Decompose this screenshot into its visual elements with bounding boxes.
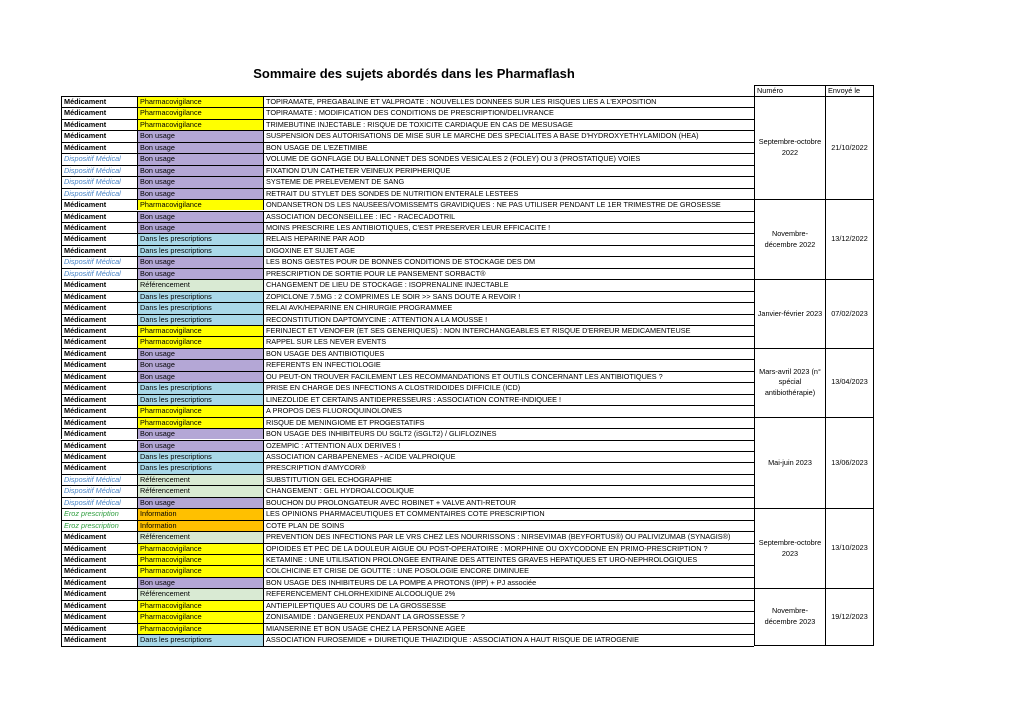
row-category: Médicament — [61, 302, 137, 313]
row-subcategory: Pharmacovigilance — [137, 623, 263, 634]
row-category: Médicament — [61, 222, 137, 233]
row-category: Médicament — [61, 600, 137, 611]
row-subcategory: Bon usage — [137, 222, 263, 233]
row-subcategory: Pharmacovigilance — [137, 405, 263, 416]
row-subcategory: Pharmacovigilance — [137, 600, 263, 611]
row-subcategory: Pharmacovigilance — [137, 611, 263, 622]
issue-date: 13/10/2023 — [825, 508, 874, 588]
row-category: Médicament — [61, 130, 137, 141]
row-subcategory: Dans les prescriptions — [137, 314, 263, 325]
row-topic: PRESCRIPTION DE SORTIE POUR LE PANSEMENT SORBACT® — [263, 268, 754, 279]
row-subcategory: Dans les prescriptions — [137, 245, 263, 256]
row-topic: ASSOCIATION CARBAPENEMES - ACIDE VALPROIQUE — [263, 451, 754, 462]
row-subcategory: Bon usage — [137, 165, 263, 176]
row-category: Médicament — [61, 565, 137, 576]
issue-date: 13/06/2023 — [825, 417, 874, 509]
row-topic: MOINS PRESCRIRE LES ANTIBIOTIQUES, C'EST PRESERVER LEUR EFFICACITE ! — [263, 222, 754, 233]
row-category: Médicament — [61, 142, 137, 153]
row-category: Médicament — [61, 543, 137, 554]
row-category: Médicament — [61, 462, 137, 473]
row-subcategory: Pharmacovigilance — [137, 119, 263, 130]
row-category: Médicament — [61, 314, 137, 325]
row-category: Médicament — [61, 440, 137, 451]
row-category: Médicament — [61, 417, 137, 428]
row-subcategory: Bon usage — [137, 359, 263, 370]
row-category: Dispositif Médical — [61, 188, 137, 199]
table-bottom-border — [61, 646, 754, 647]
row-category: Médicament — [61, 96, 137, 107]
row-category: Médicament — [61, 199, 137, 210]
column-header-numero: Numéro — [754, 85, 825, 96]
row-topic: ANTIEPILEPTIQUES AU COURS DE LA GROSSESSE — [263, 600, 754, 611]
row-topic: TRIMEBUTINE INJECTABLE : RISQUE DE TOXICITE CARDIAQUE EN CAS DE MESUSAGE — [263, 119, 754, 130]
row-subcategory: Dans les prescriptions — [137, 451, 263, 462]
row-category: Médicament — [61, 623, 137, 634]
row-topic: FERINJECT ET VENOFER (ET SES GENERIQUES) : NON INTERCHANGEABLES ET RISQUE D'ERREUR MEDICAMENTEUSE — [263, 325, 754, 336]
row-category: Médicament — [61, 531, 137, 542]
row-subcategory: Bon usage — [137, 256, 263, 267]
row-category: Médicament — [61, 336, 137, 347]
row-category: Médicament — [61, 291, 137, 302]
row-topic: PRESCRIPTION d'AMYCOR® — [263, 462, 754, 473]
row-subcategory: Dans les prescriptions — [137, 302, 263, 313]
page-title: Sommaire des sujets abordés dans les Pharmaflash — [253, 66, 575, 81]
issue-numero: Novembre-décembre 2022 — [754, 199, 825, 279]
row-category: Médicament — [61, 359, 137, 370]
row-subcategory: Pharmacovigilance — [137, 417, 263, 428]
row-subcategory: Référencement — [137, 474, 263, 485]
row-topic: SUSPENSION DES AUTORISATIONS DE MISE SUR LE MARCHE DES SPECIALITES A BASE D'HYDROXYETHYLAMIDON (HEA) — [263, 130, 754, 141]
row-subcategory: Bon usage — [137, 153, 263, 164]
issue-numero: Janvier-février 2023 — [754, 279, 825, 348]
row-topic: LINEZOLIDE ET CERTAINS ANTIDEPRESSEURS : ASSOCIATION CONTRE-INDIQUEE ! — [263, 394, 754, 405]
row-subcategory: Pharmacovigilance — [137, 325, 263, 336]
row-category: Médicament — [61, 233, 137, 244]
row-category: Médicament — [61, 371, 137, 382]
row-topic: TOPIRAMATE, PREGABALINE ET VALPROATE : NOUVELLES DONNEES SUR LES RISQUES LIES A L'EXPOSITION — [263, 96, 754, 107]
row-topic: RAPPEL SUR LES NEVER EVENTS — [263, 336, 754, 347]
row-topic: DIGOXINE ET SUJET AGE — [263, 245, 754, 256]
row-topic: MIANSERINE ET BON USAGE CHEZ LA PERSONNE AGEE — [263, 623, 754, 634]
row-category: Médicament — [61, 245, 137, 256]
row-subcategory: Dans les prescriptions — [137, 291, 263, 302]
row-subcategory: Bon usage — [137, 130, 263, 141]
row-category: Eroz prescription — [61, 508, 137, 519]
row-category: Médicament — [61, 428, 137, 439]
row-topic: RECONSTITUTION DAPTOMYCINE : ATTENTION A LA MOUSSE ! — [263, 314, 754, 325]
row-category: Médicament — [61, 119, 137, 130]
row-category: Médicament — [61, 325, 137, 336]
issue-date: 13/12/2022 — [825, 199, 874, 279]
issue-date: 19/12/2023 — [825, 588, 874, 645]
row-topic: ASSOCIATION DECONSEILLEE : IEC - RACECADOTRIL — [263, 211, 754, 222]
row-subcategory: Référencement — [137, 588, 263, 599]
row-topic: SUBSTITUTION GEL ECHOGRAPHIE — [263, 474, 754, 485]
row-topic: OZEMPIC : ATTENTION AUX DERIVES ! — [263, 440, 754, 451]
row-subcategory: Information — [137, 520, 263, 531]
summary-table — [61, 85, 874, 653]
row-topic: COLCHICINE ET CRISE DE GOUTTE : UNE POSOLOGIE ENCORE DIMINUEE — [263, 565, 754, 576]
row-category: Médicament — [61, 382, 137, 393]
issue-numero: Septembre-octobre 2023 — [754, 508, 825, 588]
row-subcategory: Bon usage — [137, 497, 263, 508]
row-subcategory: Bon usage — [137, 440, 263, 451]
row-topic: LES OPINIONS PHARMACEUTIQUES ET COMMENTAIRES COTE PRESCRIPTION — [263, 508, 754, 519]
row-subcategory: Pharmacovigilance — [137, 565, 263, 576]
row-topic: OU PEUT-ON TROUVER FACILEMENT LES RECOMMANDATIONS ET OUTILS CONCERNANT LES ANTIBIOTIQUES ? — [263, 371, 754, 382]
row-category: Dispositif Médical — [61, 153, 137, 164]
row-subcategory: Pharmacovigilance — [137, 543, 263, 554]
row-subcategory: Pharmacovigilance — [137, 554, 263, 565]
row-category: Dispositif Médical — [61, 176, 137, 187]
row-category: Médicament — [61, 279, 137, 290]
row-subcategory: Information — [137, 508, 263, 519]
column-header-envoye: Envoyé le — [825, 85, 874, 96]
row-subcategory: Bon usage — [137, 428, 263, 439]
row-category: Médicament — [61, 634, 137, 645]
row-subcategory: Bon usage — [137, 348, 263, 359]
row-topic: A PROPOS DES FLUOROQUINOLONES — [263, 405, 754, 416]
row-category: Médicament — [61, 451, 137, 462]
row-topic: CHANGEMENT DE LIEU DE STOCKAGE : ISOPRENALINE INJECTABLE — [263, 279, 754, 290]
issue-date: 13/04/2023 — [825, 348, 874, 417]
row-subcategory: Dans les prescriptions — [137, 634, 263, 645]
row-category: Dispositif Médical — [61, 268, 137, 279]
row-category: Dispositif Médical — [61, 485, 137, 496]
row-topic: BON USAGE DE L'EZETIMIBE — [263, 142, 754, 153]
row-subcategory: Bon usage — [137, 211, 263, 222]
row-category: Médicament — [61, 211, 137, 222]
row-subcategory: Pharmacovigilance — [137, 199, 263, 210]
row-topic: ASSOCIATION FUROSEMIDE + DIURETIQUE THIAZIDIQUE : ASSOCIATION A HAUT RISQUE DE IATROGENIE — [263, 634, 754, 645]
issue-date: 07/02/2023 — [825, 279, 874, 348]
row-category: Dispositif Médical — [61, 256, 137, 267]
row-topic: REFERENTS EN INFECTIOLOGIE — [263, 359, 754, 370]
issue-date: 21/10/2022 — [825, 96, 874, 199]
row-topic: CHANGEMENT : GEL HYDROALCOOLIQUE — [263, 485, 754, 496]
row-topic: SYSTEME DE PRELEVEMENT DE SANG — [263, 176, 754, 187]
row-subcategory: Pharmacovigilance — [137, 107, 263, 118]
row-subcategory: Bon usage — [137, 268, 263, 279]
row-subcategory: Bon usage — [137, 176, 263, 187]
row-topic: LES BONS GESTES POUR DE BONNES CONDITIONS DE STOCKAGE DES DM — [263, 256, 754, 267]
row-subcategory: Bon usage — [137, 577, 263, 588]
row-category: Dispositif Médical — [61, 165, 137, 176]
row-subcategory: Dans les prescriptions — [137, 233, 263, 244]
row-topic: TOPIRAMATE : MODIFICATION DES CONDITIONS DE PRESCRIPTION/DELIVRANCE — [263, 107, 754, 118]
row-subcategory: Référencement — [137, 485, 263, 496]
row-category: Médicament — [61, 394, 137, 405]
row-subcategory: Dans les prescriptions — [137, 382, 263, 393]
row-topic: RELAIS HEPARINE PAR AOD — [263, 233, 754, 244]
row-topic: KETAMINE : UNE UTILISATION PROLONGEE ENTRAINE DES ATTEINTES GRAVES HEPATIQUES ET URO-NEPHROLOGIQUES — [263, 554, 754, 565]
row-topic: OPIOIDES ET PEC DE LA DOULEUR AIGUE OU POST-OPERATOIRE : MORPHINE OU OXYCODONE EN PRIMO-PRESCRIPTION ? — [263, 543, 754, 554]
row-topic: COTE PLAN DE SOINS — [263, 520, 754, 531]
row-topic: REFERENCEMENT CHLORHEXIDINE ALCOOLIQUE 2% — [263, 588, 754, 599]
row-topic: BON USAGE DES INHIBITEURS DE LA POMPE A PROTONS (IPP) + PJ associée — [263, 577, 754, 588]
row-topic: BON USAGE DES INHIBITEURS DU SGLT2 (iSGLT2) / GLIFLOZINES — [263, 428, 754, 439]
row-category: Médicament — [61, 577, 137, 588]
issue-numero: Novembre-décembre 2023 — [754, 588, 825, 645]
row-subcategory: Bon usage — [137, 371, 263, 382]
row-category: Médicament — [61, 611, 137, 622]
row-category: Médicament — [61, 405, 137, 416]
row-subcategory: Pharmacovigilance — [137, 336, 263, 347]
row-category: Médicament — [61, 107, 137, 118]
row-topic: VOLUME DE GONFLAGE DU BALLONNET DES SONDES VESICALES 2 (FOLEY) OU 3 (PROSTATIQUE) VOIES — [263, 153, 754, 164]
row-category: Médicament — [61, 554, 137, 565]
row-subcategory: Pharmacovigilance — [137, 96, 263, 107]
row-topic: RELAI AVK/HEPARINE EN CHIRURGIE PROGRAMMEE — [263, 302, 754, 313]
row-subcategory: Référencement — [137, 531, 263, 542]
row-subcategory: Bon usage — [137, 142, 263, 153]
row-topic: PRISE EN CHARGE DES INFECTIONS A CLOSTRIDOIDES DIFFICILE (ICD) — [263, 382, 754, 393]
row-topic: BOUCHON DU PROLONGATEUR AVEC ROBINET + VALVE ANTI-RETOUR — [263, 497, 754, 508]
row-topic: PREVENTION DES INFECTIONS PAR LE VRS CHEZ LES NOURRISSONS : NIRSEVIMAB (BEYFORTUS®) OU PALIVIZUMAB (SYNAGIS®) — [263, 531, 754, 542]
row-category: Médicament — [61, 588, 137, 599]
issue-numero: Mars-avril 2023 (n° spécial antibiothérapie) — [754, 348, 825, 417]
row-subcategory: Bon usage — [137, 188, 263, 199]
issue-numero: Mai-juin 2023 — [754, 417, 825, 509]
row-subcategory: Dans les prescriptions — [137, 462, 263, 473]
row-subcategory: Dans les prescriptions — [137, 394, 263, 405]
row-topic: RETRAIT DU STYLET DES SONDES DE NUTRITION ENTERALE LESTEES — [263, 188, 754, 199]
row-category: Médicament — [61, 348, 137, 359]
row-category: Dispositif Médical — [61, 497, 137, 508]
row-topic: ZOPICLONE 7.5MG : 2 COMPRIMES LE SOIR >> SANS DOUTE A REVOIR ! — [263, 291, 754, 302]
row-topic: ONDANSETRON DS LES NAUSEES/VOMISSEMTS GRAVIDIQUES : NE PAS UTILISER PENDANT LE 1ER TRIMESTRE DE GROSESSE — [263, 199, 754, 210]
row-topic: BON USAGE DES ANTIBIOTIQUES — [263, 348, 754, 359]
row-subcategory: Référencement — [137, 279, 263, 290]
row-topic: ZONISAMIDE : DANGEREUX PENDANT LA GROSSESSE ? — [263, 611, 754, 622]
row-category: Eroz prescription — [61, 520, 137, 531]
row-topic: FIXATION D'UN CATHETER VEINEUX PERIPHERIQUE — [263, 165, 754, 176]
issue-numero: Septembre-octobre 2022 — [754, 96, 825, 199]
row-topic: RISQUE DE MENINGIOME ET PROGESTATIFS — [263, 417, 754, 428]
row-category: Dispositif Médical — [61, 474, 137, 485]
